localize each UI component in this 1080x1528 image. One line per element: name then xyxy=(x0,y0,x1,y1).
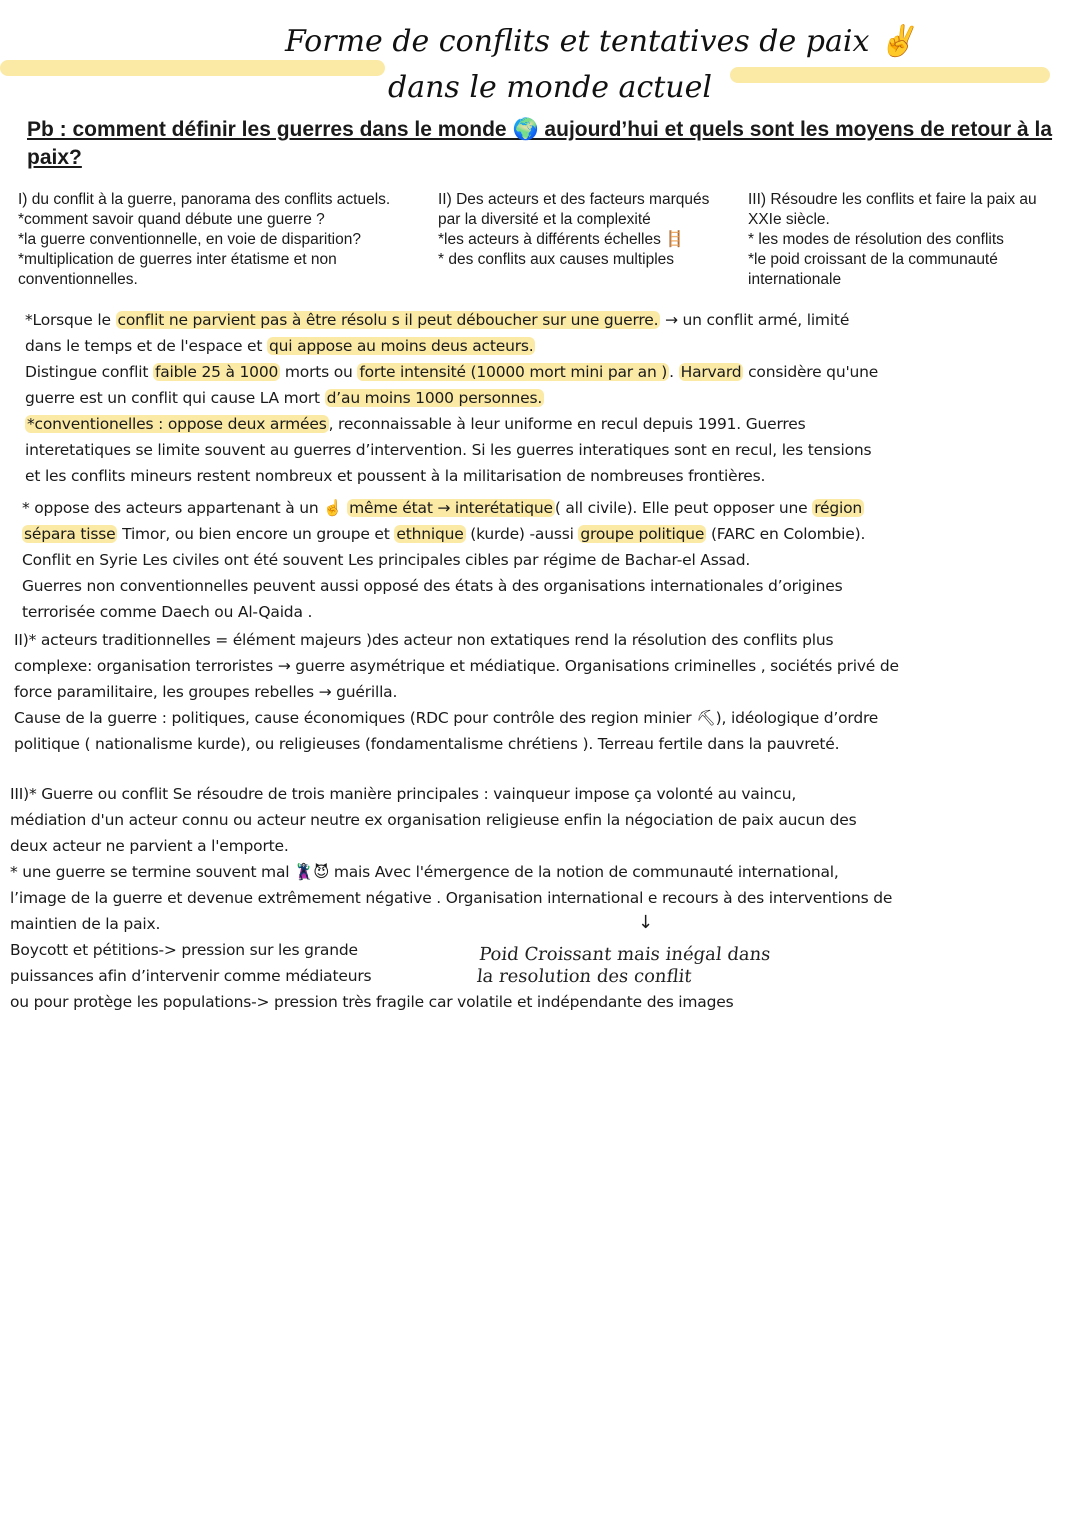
note-line xyxy=(25,359,878,385)
highlight-stroke xyxy=(730,67,1050,83)
highlighted-text: forte intensité (10000 mort mini par an ) xyxy=(359,363,668,381)
note-text: guerre est un conflit qui cause LA mort xyxy=(25,389,325,407)
plan-line: *la guerre conventionnelle, en voie de disparition? xyxy=(18,231,361,248)
note-text: III)* Guerre ou conflit Se résoudre de trois manière principales : vainqueur impose ça volonté au vaincu, xyxy=(10,785,797,803)
note-text: considère qu'une xyxy=(743,363,879,381)
note-line xyxy=(25,333,535,359)
note-text: Boycott et pétitions-> pression sur les grande xyxy=(10,941,358,959)
note-line xyxy=(25,307,849,333)
highlighted-text: région xyxy=(814,499,863,517)
note-text: . xyxy=(669,363,679,381)
note-line xyxy=(10,833,289,859)
plan-line: * les modes de résolution des conflits xyxy=(748,231,1004,248)
plan-line: *les acteurs à différents échelles 🪜 xyxy=(438,231,685,248)
plan-line: XXIe siècle. xyxy=(748,211,830,228)
plan-line: II) Des acteurs et des facteurs marqués xyxy=(438,191,710,208)
plan-column-2 xyxy=(438,190,709,270)
note-line xyxy=(14,679,397,705)
plan-line: III) Résoudre les conflits et faire la paix au xyxy=(748,191,1037,208)
note-text: * oppose des acteurs appartenant à un ☝️ xyxy=(22,499,348,517)
note-text: Timor, ou bien encore un groupe et xyxy=(117,525,395,543)
plan-line: *comment savoir quand débute une guerre ? xyxy=(18,211,325,228)
note-text: complexe: organisation terroristes → guerre asymétrique et médiatique. Organisations criminelles , sociétés privé de xyxy=(14,657,899,675)
highlighted-text: Harvard xyxy=(680,363,742,381)
plan-line: par la diversité et la complexité xyxy=(438,211,651,228)
highlighted-text: sépara tisse xyxy=(24,525,116,543)
arrow-down-icon: ↓ xyxy=(638,912,654,933)
note-text: * une guerre se termine souvent mal 🦹‍♀️😈 mais Avec l'émergence de la notion de communauté international, xyxy=(10,863,839,881)
note-text: (FARC en Colombie). xyxy=(706,525,866,543)
note-text: Guerres non conventionnelles peuvent aussi opposé des états à des organisations internationales d’origines xyxy=(22,577,843,595)
note-line xyxy=(22,521,865,547)
highlighted-text: même état → interétatique xyxy=(349,499,553,517)
note-text: , reconnaissable à leur uniforme en recul depuis 1991. Guerres xyxy=(328,415,806,433)
plan-line: *multiplication de guerres inter étatisme et non xyxy=(18,251,337,268)
handwritten-note-line: Poid Croissant mais inégal dans xyxy=(478,944,772,965)
highlighted-text: groupe politique xyxy=(580,525,705,543)
note-line xyxy=(10,911,160,937)
note-text: ( all civile). Elle peut opposer une xyxy=(554,499,813,517)
note-text: → un conflit armé, limité xyxy=(660,311,850,329)
highlight-stroke xyxy=(0,60,385,76)
note-text: terrorisée comme Daech ou Al-Qaida . xyxy=(22,603,313,621)
note-line xyxy=(14,627,833,653)
note-text: politique ( nationalisme kurde), ou religieuses (fondamentalisme chrétiens ). Terreau fertile dans la pauvreté. xyxy=(14,735,840,753)
highlighted-text: d’au moins 1000 personnes. xyxy=(326,389,543,407)
plan-line: conventionnelles. xyxy=(18,271,138,288)
page-subtitle: dans le monde actuel xyxy=(388,70,712,105)
plan-column-1 xyxy=(18,190,390,290)
note-line xyxy=(10,963,371,989)
note-text: dans le temps et de l'espace et xyxy=(25,337,267,355)
note-text: Distingue conflit xyxy=(25,363,153,381)
note-line xyxy=(10,859,839,885)
highlighted-text: conflit ne parvient pas à être résolu s il peut déboucher sur une guerre. xyxy=(117,311,659,329)
note-line xyxy=(14,653,899,679)
note-line xyxy=(14,705,878,731)
note-line xyxy=(22,599,312,625)
note-line xyxy=(10,989,733,1015)
page-title: Forme de conflits et tentatives de paix ✌️ xyxy=(285,24,917,59)
note-line xyxy=(25,385,544,411)
note-line xyxy=(10,807,856,833)
plan-column-3 xyxy=(748,190,1037,290)
note-text: Conflit en Syrie Les civiles ont été souvent Les principales cibles par régime de Bachar-el Assad. xyxy=(22,551,751,569)
plan-line: *le poid croissant de la communauté xyxy=(748,251,998,268)
note-text: interetatiques se limite souvent au guerres d’intervention. Si les guerres interatiques sont en recul, les tensions xyxy=(25,441,872,459)
plan-line: * des conflits aux causes multiples xyxy=(438,251,675,268)
note-line xyxy=(25,437,871,463)
note-text: force paramilitaire, les groupes rebelles → guérilla. xyxy=(14,683,398,701)
note-text: médiation d'un acteur connu ou acteur neutre ex organisation religieuse enfin la négociation de paix aucun des xyxy=(10,811,857,829)
note-line xyxy=(22,547,750,573)
note-text: II)* acteurs traditionnelles = élément majeurs )des acteur non extatiques rend la résolution des conflits plus xyxy=(14,631,834,649)
note-text: ou pour protège les populations-> pression très fragile car volatile et indépendante des images xyxy=(10,993,734,1011)
note-text: Cause de la guerre : politiques, cause économiques (RDC pour contrôle des region minier ⛏), idéologique d’ordre xyxy=(14,709,879,727)
highlighted-text: *conventionelles : oppose deux armées xyxy=(27,415,327,433)
note-line xyxy=(22,573,843,599)
note-text: maintien de la paix. xyxy=(10,915,161,933)
handwritten-note xyxy=(476,944,772,988)
highlighted-text: ethnique xyxy=(396,525,464,543)
note-line xyxy=(10,937,358,963)
note-text: l’image de la guerre et devenue extrêmement négative . Organisation international e recours à des interventions de xyxy=(10,889,893,907)
note-text: morts ou xyxy=(280,363,358,381)
highlighted-text: qui appose au moins deus acteurs. xyxy=(268,337,534,355)
note-line xyxy=(25,411,805,437)
note-line xyxy=(10,885,892,911)
handwritten-note-line: la resolution des conflit xyxy=(475,966,693,987)
plan-line: I) du conflit à la guerre, panorama des conflits actuels. xyxy=(18,191,391,208)
note-text: puissances afin d’intervenir comme médiateurs xyxy=(10,967,372,985)
note-text: (kurde) -aussi xyxy=(465,525,579,543)
note-line xyxy=(10,781,796,807)
note-line xyxy=(22,495,864,521)
note-text: et les conflits mineurs restent nombreux et poussent à la militarisation de nombreuses frontières. xyxy=(25,467,766,485)
highlighted-text: faible 25 à 1000 xyxy=(154,363,279,381)
plan-line: internationale xyxy=(748,271,842,288)
note-text: deux acteur ne parvient a l'emporte. xyxy=(10,837,289,855)
note-line xyxy=(25,463,765,489)
note-line xyxy=(14,731,839,757)
note-text: *Lorsque le xyxy=(25,311,116,329)
problematique: Pb : comment définir les guerres dans le monde 🌍 aujourd’hui et quels sont les moyens de retour à la paix? xyxy=(27,118,1053,169)
